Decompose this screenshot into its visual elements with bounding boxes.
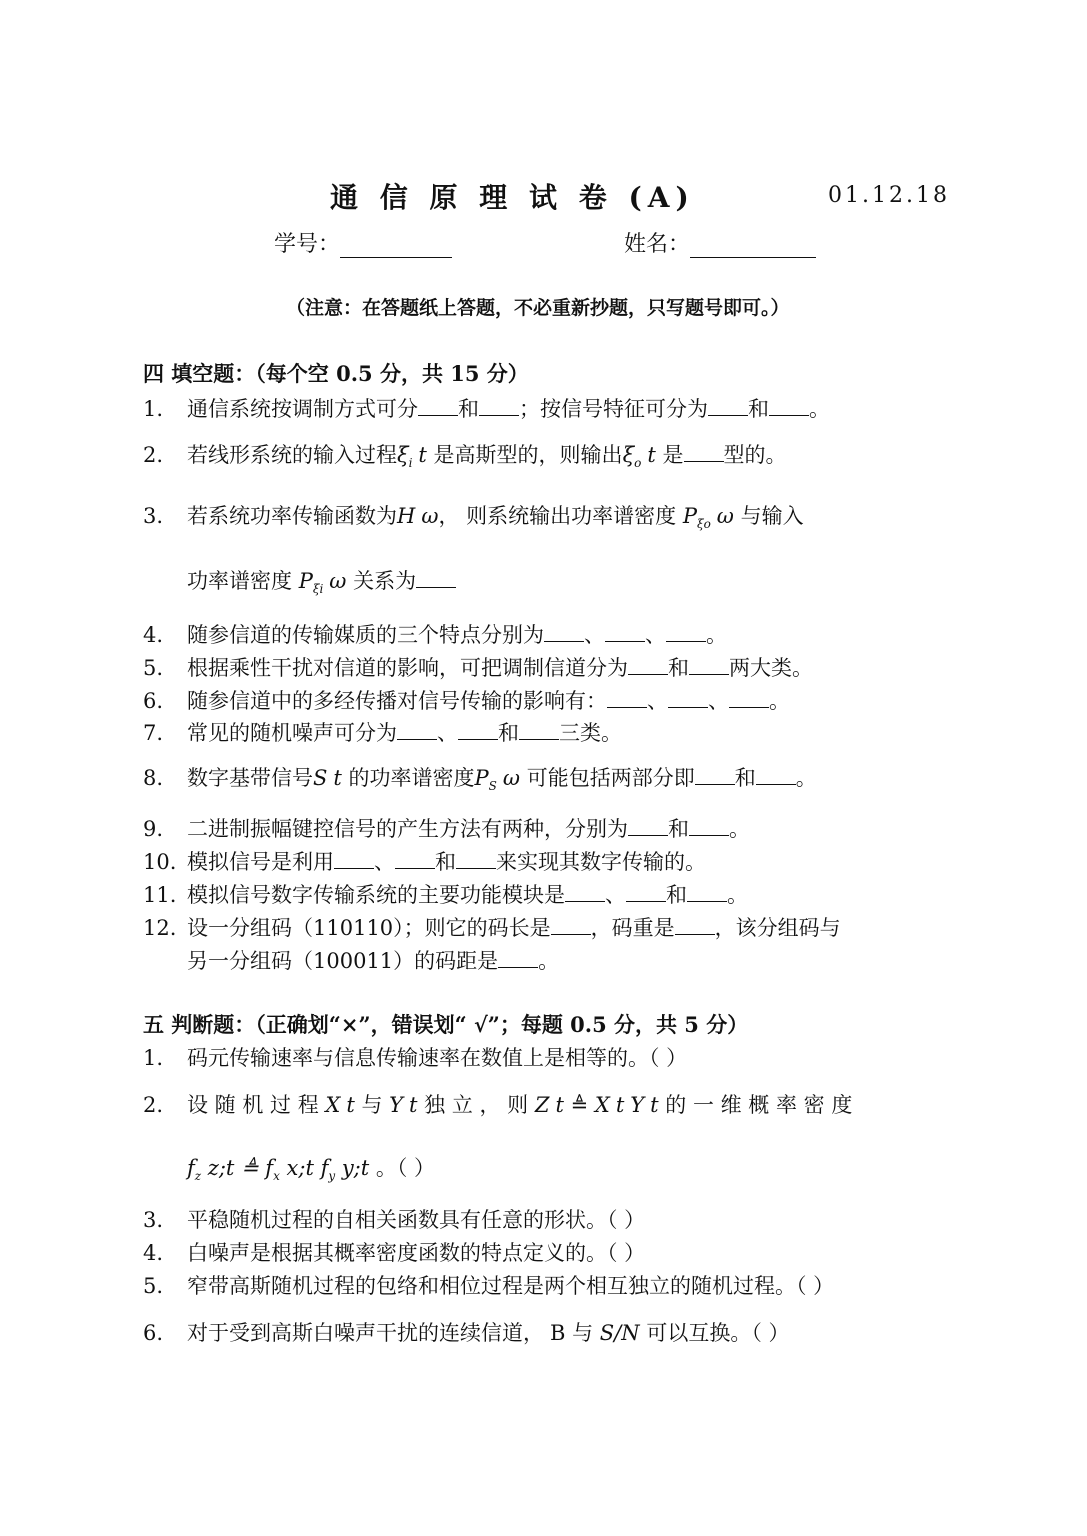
- student-id-row: [274, 227, 452, 258]
- question-text: 和: [666, 883, 687, 907]
- math-t: t: [615, 1093, 625, 1117]
- s5-question-1: [143, 1042, 687, 1072]
- answer-blank[interactable]: [666, 623, 706, 642]
- math-expr: z;t ≜ f: [201, 1156, 274, 1180]
- question-text: 、: [374, 850, 395, 874]
- question-text: ；按信号特征可分为: [519, 397, 708, 421]
- question-text: 、: [584, 623, 605, 647]
- section4-heading: 四 填空题：（每个空 0.5 分，共 15 分）: [143, 361, 529, 386]
- exam-date: 01.12.18: [828, 183, 950, 208]
- answer-blank[interactable]: [668, 689, 708, 708]
- question-text: 可能包括两部分即: [520, 766, 695, 790]
- question-number: 3.: [143, 504, 164, 528]
- question-text: 。: [538, 949, 560, 973]
- question-text: 、: [647, 689, 668, 713]
- s4-question-3-line2: [187, 565, 456, 596]
- math-S: S: [313, 766, 328, 790]
- question-text: 的 一 维 概 率 密 度: [658, 1093, 853, 1117]
- question-number: 1.: [143, 1046, 164, 1070]
- question-text: 两大类。: [729, 656, 813, 680]
- question-number: 6.: [143, 689, 164, 713]
- question-text: 设 随 机 过 程: [187, 1093, 326, 1117]
- question-text: 和: [435, 850, 456, 874]
- question-text: 可以互换。（ ）: [639, 1321, 790, 1345]
- page-title: 通 信 原 理 试 卷 (A): [330, 181, 695, 214]
- answer-blank[interactable]: [458, 721, 498, 740]
- question-number: 10.: [143, 850, 177, 874]
- math-f: f: [187, 1156, 195, 1180]
- answer-blank[interactable]: [628, 656, 668, 675]
- math-omega: ω: [716, 504, 734, 528]
- s4-question-9: [143, 813, 750, 843]
- question-text: 和: [668, 656, 689, 680]
- math-t: t: [555, 1093, 564, 1117]
- question-number: 3.: [143, 1208, 164, 1232]
- s5-question-6: [143, 1317, 790, 1347]
- math-sub: ξi: [312, 582, 324, 596]
- math-sub: x: [273, 1169, 280, 1183]
- s4-question-11: [143, 879, 748, 909]
- question-text: 与: [565, 1321, 600, 1345]
- math-expr: y;t: [335, 1156, 370, 1180]
- s4-question-8: [143, 762, 817, 793]
- math-t: t: [647, 443, 656, 467]
- s4-question-1: [143, 393, 830, 423]
- math-t: t: [346, 1093, 355, 1117]
- question-text: 码元传输速率与信息传输速率在数值上是相等的。（ ）: [187, 1046, 688, 1070]
- math-expr: x;t f: [279, 1156, 329, 1180]
- math-X: X: [325, 1093, 341, 1117]
- question-text: 来实现其数字传输的。: [496, 850, 706, 874]
- answer-blank[interactable]: [605, 623, 645, 642]
- s4-question-4: [143, 619, 727, 649]
- answer-blank[interactable]: [551, 916, 591, 935]
- s5-question-4: [143, 1237, 645, 1267]
- answer-blank[interactable]: [334, 850, 374, 869]
- math-sub: z: [194, 1169, 202, 1183]
- math-X: X: [594, 1093, 610, 1117]
- math-B: B: [550, 1321, 566, 1345]
- math-sub: ξo: [696, 517, 711, 531]
- name-row: [624, 227, 816, 258]
- answer-blank[interactable]: [479, 397, 519, 416]
- answer-blank[interactable]: [729, 689, 769, 708]
- answer-blank[interactable]: [544, 623, 584, 642]
- name-label: 姓名：: [624, 232, 691, 257]
- answer-blank[interactable]: [565, 883, 605, 902]
- question-text: 。: [795, 766, 817, 790]
- question-text: 模拟信号是利用: [187, 850, 334, 874]
- math-omega: ω: [502, 766, 521, 790]
- question-text: 若系统功率传输函数为: [187, 504, 397, 528]
- question-number: 6.: [143, 1321, 164, 1345]
- s4-question-7: [143, 717, 622, 747]
- answer-blank[interactable]: [626, 883, 666, 902]
- question-number: 5.: [143, 656, 164, 680]
- question-text: 、: [645, 623, 666, 647]
- math-sub: i: [408, 456, 413, 470]
- s4-question-12: [143, 912, 841, 942]
- question-number: 11.: [143, 883, 177, 907]
- question-text: 关系为: [346, 569, 417, 593]
- s4-question-12-line2: [187, 945, 559, 975]
- question-text: 和: [498, 721, 519, 745]
- answer-blank[interactable]: [416, 569, 456, 588]
- question-text: 、: [605, 883, 626, 907]
- s5-question-2: [143, 1089, 852, 1119]
- question-number: 4.: [143, 623, 164, 647]
- question-number: 8.: [143, 766, 164, 790]
- question-text: 平稳随机过程的自相关函数具有任意的形状。（ ）: [187, 1208, 646, 1232]
- question-text: 若线形系统的输入过程: [187, 443, 397, 467]
- math-t: t: [333, 766, 342, 790]
- question-text: 窄带高斯随机过程的包络和相位过程是两个相互独立的随机过程。（ ）: [187, 1274, 835, 1298]
- question-text: 根据乘性干扰对信道的影响，可把调制信道分为: [187, 656, 628, 680]
- math-omega: ω: [421, 504, 439, 528]
- math-Y: Y: [630, 1093, 645, 1117]
- math-Y: Y: [389, 1093, 404, 1117]
- question-text: 型的。: [723, 443, 787, 467]
- question-text: 、: [708, 689, 729, 713]
- s4-question-2: [143, 439, 787, 470]
- question-text: 、: [437, 721, 458, 745]
- question-number: 2.: [143, 1093, 164, 1117]
- question-text: 和: [668, 817, 689, 841]
- answer-blank[interactable]: [689, 656, 729, 675]
- question-number: 7.: [143, 721, 164, 745]
- answer-blank[interactable]: [418, 397, 458, 416]
- question-text: 三类。: [559, 721, 622, 745]
- math-H: H: [397, 504, 416, 528]
- question-text: 另一分组码（100011）的码距是: [187, 949, 499, 973]
- question-number: 4.: [143, 1241, 164, 1265]
- question-text: 随参信道的传输媒质的三个特点分别为: [187, 623, 544, 647]
- question-number: 5.: [143, 1274, 164, 1298]
- question-text: 通信系统按调制方式可分: [187, 397, 418, 421]
- answer-blank[interactable]: [519, 721, 559, 740]
- answer-blank[interactable]: [628, 817, 668, 836]
- answer-blank[interactable]: [456, 850, 496, 869]
- question-text: 独 立 ， 则: [417, 1093, 535, 1117]
- math-SN: S/N: [599, 1321, 640, 1345]
- math-P: P: [474, 766, 489, 790]
- question-text: 。: [727, 883, 748, 907]
- math-sub: y: [328, 1169, 336, 1183]
- question-text: 模拟信号数字传输系统的主要功能模块是: [187, 883, 565, 907]
- answer-blank[interactable]: [684, 443, 724, 462]
- question-text: 和: [734, 766, 756, 790]
- question-text: 二进制振幅键控信号的产生方法有两种，分别为: [187, 817, 628, 841]
- answer-blank[interactable]: [769, 397, 809, 416]
- question-text: 与输入: [733, 504, 804, 528]
- question-text: ， 则系统输出功率谱密度: [438, 504, 683, 528]
- question-number: 12.: [143, 916, 177, 940]
- question-text: 是: [655, 443, 684, 467]
- question-text: 数字基带信号: [187, 766, 313, 790]
- s4-question-6: [143, 685, 790, 715]
- math-sub: S: [488, 779, 497, 793]
- question-text: 常见的随机噪声可分为: [187, 721, 397, 745]
- question-text: 。: [769, 689, 790, 713]
- answer-blank[interactable]: [687, 883, 727, 902]
- exam-note: （注意：在答题纸上答题，不必重新抄题，只写题号即可。）: [286, 297, 790, 319]
- answer-blank[interactable]: [607, 689, 647, 708]
- question-number: 2.: [143, 443, 164, 467]
- question-text: 是高斯型的，则输出: [426, 443, 623, 467]
- math-Z: Z: [534, 1093, 550, 1117]
- answer-blank[interactable]: [708, 397, 748, 416]
- question-text: 随参信道中的多经传播对信号传输的影响有：: [187, 689, 607, 713]
- math-omega: ω: [329, 569, 347, 593]
- question-text: 功率谱密度: [187, 569, 299, 593]
- question-text: ，码重是: [590, 916, 675, 940]
- math-P: P: [682, 504, 697, 528]
- s4-question-3: [143, 500, 804, 531]
- question-text: 设一分组码（110110）；则它的码长是: [187, 916, 551, 940]
- question-text: 。（ ）: [369, 1156, 436, 1180]
- s5-question-5: [143, 1270, 834, 1300]
- question-text: ，该分组码与: [714, 916, 841, 940]
- math-xi: ξ: [397, 443, 409, 467]
- s4-question-5: [143, 652, 813, 682]
- math-xi: ξ: [622, 443, 635, 467]
- name-blank[interactable]: [690, 235, 816, 258]
- question-text: 对于受到高斯白噪声干扰的连续信道，: [187, 1321, 544, 1345]
- answer-blank[interactable]: [675, 916, 715, 935]
- math-t: t: [409, 1093, 418, 1117]
- math-P: P: [298, 569, 313, 593]
- student-id-blank[interactable]: [340, 235, 452, 258]
- answer-blank[interactable]: [498, 949, 538, 968]
- question-text: 。: [729, 817, 750, 841]
- answer-blank[interactable]: [689, 817, 729, 836]
- answer-blank[interactable]: [397, 721, 437, 740]
- question-text: 和: [748, 397, 769, 421]
- math-t: t: [650, 1093, 659, 1117]
- s5-question-3: [143, 1204, 645, 1234]
- math-def-sign: ≜: [563, 1093, 595, 1117]
- math-sub: o: [634, 456, 642, 470]
- question-number: 1.: [143, 397, 164, 421]
- question-text: 与: [354, 1093, 390, 1117]
- question-text: 白噪声是根据其概率密度函数的特点定义的。（ ）: [187, 1241, 646, 1265]
- s5-question-2-line2: [187, 1152, 435, 1183]
- section5-heading: 五 判断题：（正确划“×”，错误划“ √”；每题 0.5 分，共 5 分）: [143, 1012, 749, 1037]
- student-id-label: 学号：: [274, 232, 341, 257]
- question-text: 和: [458, 397, 479, 421]
- question-text: 。: [706, 623, 727, 647]
- math-t: t: [418, 443, 427, 467]
- answer-blank[interactable]: [756, 766, 796, 785]
- answer-blank[interactable]: [695, 766, 735, 785]
- question-number: 9.: [143, 817, 164, 841]
- answer-blank[interactable]: [395, 850, 435, 869]
- question-text: 的功率谱密度: [341, 766, 475, 790]
- question-text: 。: [809, 397, 830, 421]
- s4-question-10: [143, 846, 706, 876]
